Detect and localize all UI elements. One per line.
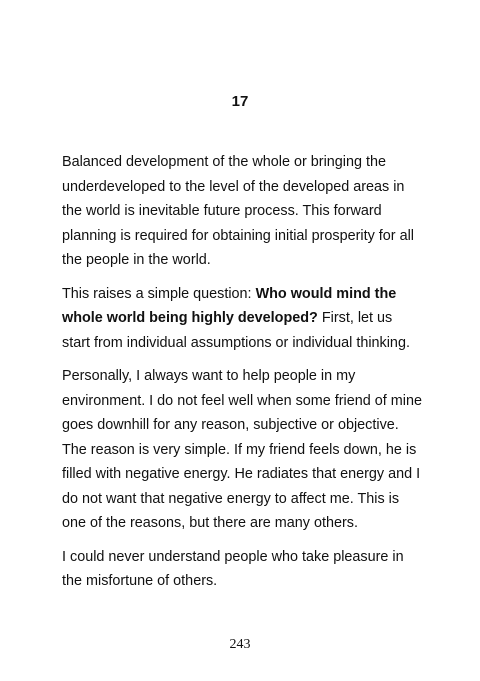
paragraph-2-text-after: First, let us start from individual assumptions or individual thinking.: [62, 310, 410, 351]
chapter-number: 17: [231, 93, 249, 110]
paragraph-2: [62, 282, 422, 356]
paragraph-4: I could never understand people who take pleasure in the misfortune of others.: [62, 548, 404, 589]
paragraph-1: Balanced development of the whole or bringing the underdeveloped to the level of the developed areas in the world is inevitable future process. This forward planning is required for obtaining initial prosperity for all the people in the world.: [62, 154, 414, 268]
paragraph-2-bold-question: Who would mind the whole world being highly developed?: [62, 285, 397, 326]
paragraph-3: Personally, I always want to help people in my environment. I do not feel well when some friend of mine goes downhill for any reason, subjective or objective. The reason is very simple. If my friend feels down, he is filled with negative energy. He radiates that energy and I do not want that negative energy to affect me. This is one of the reasons, but there are many others.: [62, 368, 422, 531]
page-number: 243: [229, 637, 251, 652]
paragraph-2-text-before: This raises a simple question:: [62, 285, 256, 302]
body-text: [62, 150, 422, 603]
